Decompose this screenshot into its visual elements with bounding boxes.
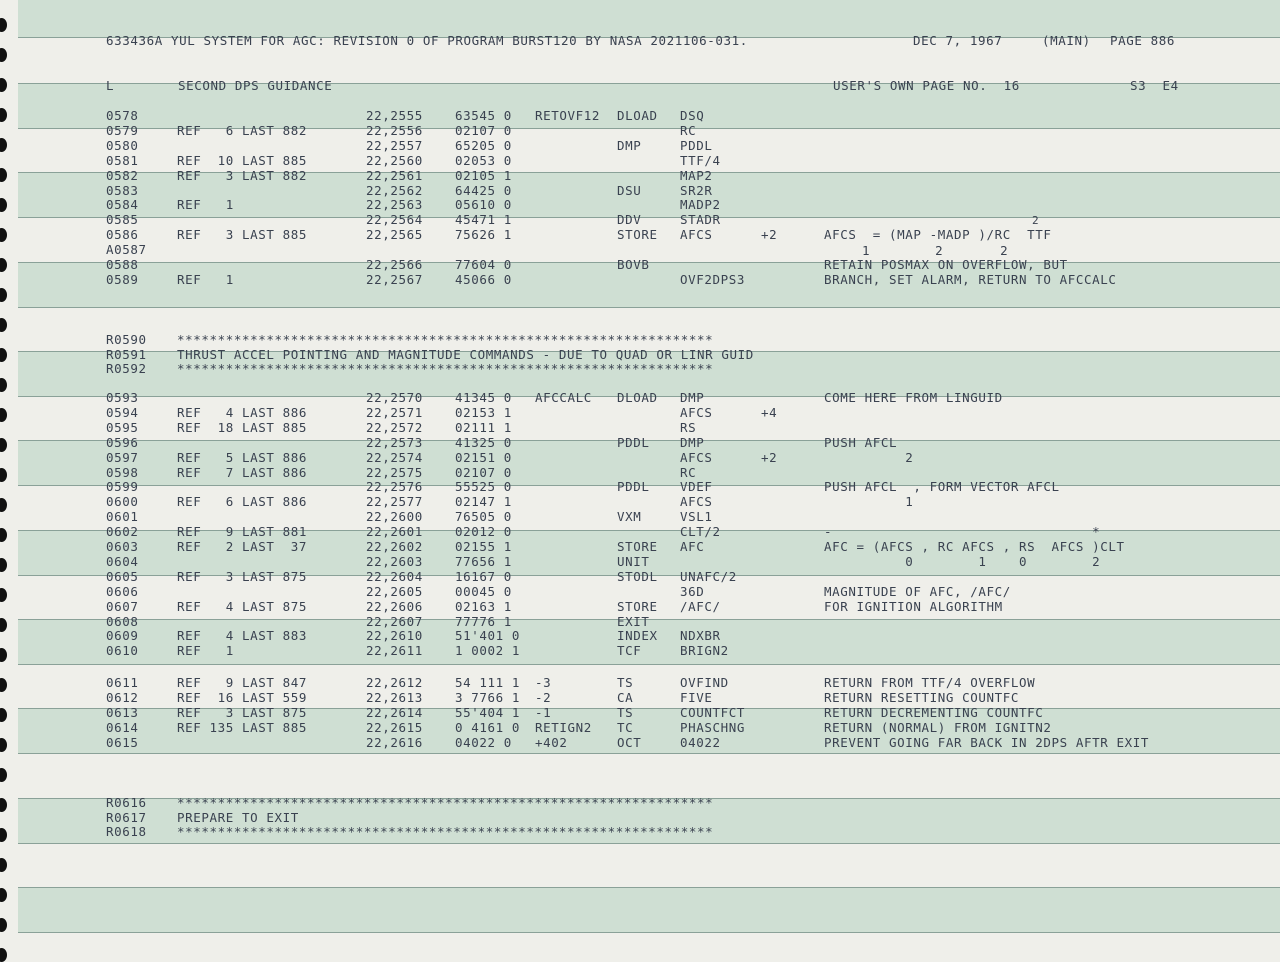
line-number: 0595 <box>106 419 139 435</box>
opcode: DLOAD <box>617 108 658 123</box>
octal-word: 41345 0 <box>455 390 512 405</box>
cross-reference: REF 135 LAST 885 <box>177 719 308 735</box>
address: 22,2600 <box>366 509 423 525</box>
operand: BRIGN2 <box>680 643 729 659</box>
operand: STADR <box>680 212 721 228</box>
cross-reference: REF 1 <box>177 197 234 213</box>
tractor-feed-holes <box>0 0 12 956</box>
line-number: 0611 <box>106 675 139 690</box>
feed-hole <box>0 228 7 242</box>
green-band <box>18 887 1280 932</box>
cross-reference: REF 1 <box>177 643 234 659</box>
opcode: STORE <box>617 598 658 614</box>
remark-line-number: R0591 <box>106 346 147 362</box>
octal-word: 02147 1 <box>455 494 512 510</box>
operand: OVFIND <box>680 675 729 690</box>
address: 22,2616 <box>366 734 423 750</box>
comment: PUSH AFCL <box>824 434 898 450</box>
operand-modifier: +2 <box>761 227 778 243</box>
feed-hole <box>0 618 7 632</box>
paper-rule <box>18 753 1280 754</box>
cross-reference: REF 6 LAST 886 <box>177 494 308 510</box>
line-number: 0602 <box>106 524 139 540</box>
line-number: 0583 <box>106 182 139 198</box>
line-number: 0596 <box>106 434 139 450</box>
operand: MADP2 <box>680 197 721 213</box>
octal-word: 02151 0 <box>455 449 512 465</box>
address: 22,2576 <box>366 479 423 495</box>
label: AFCCALC <box>535 390 592 405</box>
sheet-code: S3 E4 <box>1130 78 1179 93</box>
comment: RETURN (NORMAL) FROM IGNITN2 <box>824 719 1052 735</box>
listing-header-title: 633436A YUL SYSTEM FOR AGC: REVISION 0 OF PROGRAM BURST120 BY NASA 2021106-031. <box>106 33 748 48</box>
remark-text: ****************************************************************** <box>177 824 714 839</box>
users-page-number: USER'S OWN PAGE NO. 16 <box>833 78 1020 93</box>
opcode: STORE <box>617 227 658 243</box>
operand: NDXBR <box>680 628 721 644</box>
line-number: 0598 <box>106 464 139 480</box>
address: 22,2611 <box>366 643 423 659</box>
address: 22,2556 <box>366 122 423 138</box>
feed-hole <box>0 498 7 512</box>
opcode: EXIT <box>617 613 650 629</box>
address: 22,2573 <box>366 434 423 450</box>
address: 22,2564 <box>366 212 423 228</box>
line-number: 0581 <box>106 152 139 168</box>
cross-reference: REF 2 LAST 37 <box>177 539 308 554</box>
operand: AFCS <box>680 404 713 420</box>
address: 22,2610 <box>366 628 423 644</box>
feed-hole <box>0 198 7 212</box>
cross-reference: REF 18 LAST 885 <box>177 419 308 435</box>
feed-hole <box>0 858 7 872</box>
line-number: 0580 <box>106 137 139 153</box>
address: 22,2572 <box>366 419 423 435</box>
subscript-note: 1 2 2 <box>862 243 1009 258</box>
octal-word: 64425 0 <box>455 182 512 198</box>
line-number: 0600 <box>106 494 139 510</box>
feed-hole <box>0 528 7 542</box>
opcode: DLOAD <box>617 390 658 405</box>
feed-hole <box>0 288 7 302</box>
feed-hole <box>0 138 7 152</box>
paper-rule <box>18 217 1280 218</box>
address: 22,2571 <box>366 404 423 420</box>
page-subtitle: SECOND DPS GUIDANCE <box>178 78 333 93</box>
feed-hole <box>0 408 7 422</box>
operand: UNAFC/2 <box>680 568 737 584</box>
cross-reference: REF 3 LAST 875 <box>177 704 308 720</box>
address: 22,2570 <box>366 390 423 405</box>
opcode: INDEX <box>617 628 658 644</box>
address: 22,2555 <box>366 108 423 123</box>
address: 22,2602 <box>366 539 423 554</box>
address: 22,2606 <box>366 598 423 614</box>
feed-hole <box>0 108 7 122</box>
line-number: 0613 <box>106 704 139 720</box>
cross-reference: REF 5 LAST 886 <box>177 449 308 465</box>
operand-modifier: +2 <box>761 449 778 465</box>
opcode: TS <box>617 675 634 690</box>
opcode: VXM <box>617 509 642 525</box>
comment: BRANCH, SET ALARM, RETURN TO AFCCALC <box>824 271 1117 287</box>
cross-reference: REF 3 LAST 882 <box>177 167 308 183</box>
address: 22,2601 <box>366 524 423 540</box>
comment: AFCS = (MAP -MADP )/RC TTF <box>824 227 1052 243</box>
operand: RS <box>680 419 697 435</box>
feed-hole <box>0 708 7 722</box>
comment: - * <box>824 524 1101 540</box>
remark-text: ****************************************************************** <box>177 795 714 810</box>
operand: DMP <box>680 390 705 405</box>
comment: 2 <box>824 449 914 465</box>
line-number: 0601 <box>106 509 139 525</box>
octal-word: 02153 1 <box>455 404 512 420</box>
address: 22,2557 <box>366 137 423 153</box>
address: 22,2604 <box>366 568 423 584</box>
operand: VDEF <box>680 479 713 495</box>
cross-reference: REF 3 LAST 885 <box>177 227 308 243</box>
address: 22,2563 <box>366 197 423 213</box>
address: 22,2562 <box>366 182 423 198</box>
octal-word: 77656 1 <box>455 553 512 569</box>
address: 22,2565 <box>366 227 423 243</box>
octal-word: 1 0002 1 <box>455 643 521 659</box>
octal-word: 02012 0 <box>455 524 512 540</box>
paper-rule <box>18 664 1280 665</box>
octal-word: 76505 0 <box>455 509 512 525</box>
feed-hole <box>0 798 7 812</box>
operand: PDDL <box>680 137 713 153</box>
remark-line-number: R0590 <box>106 332 147 347</box>
comment: PREVENT GOING FAR BACK IN 2DPS AFTR EXIT <box>824 734 1150 750</box>
octal-word: 04022 0 <box>455 734 512 750</box>
line-number: 0607 <box>106 598 139 614</box>
address: 22,2607 <box>366 613 423 629</box>
octal-word: 41325 0 <box>455 434 512 450</box>
octal-word: 65205 0 <box>455 137 512 153</box>
green-band <box>18 0 1280 37</box>
paper-rule <box>18 932 1280 933</box>
paper-rule <box>18 843 1280 844</box>
operand-modifier: +4 <box>761 404 778 420</box>
opcode: DSU <box>617 182 642 198</box>
line-number: 0603 <box>106 539 139 554</box>
paper-rule <box>18 887 1280 888</box>
octal-word: 63545 0 <box>455 108 512 123</box>
octal-word: 55'404 1 <box>455 704 521 720</box>
feed-hole <box>0 588 7 602</box>
line-number: 0606 <box>106 583 139 599</box>
octal-word: 0 4161 0 <box>455 719 521 735</box>
octal-word: 00045 0 <box>455 583 512 599</box>
feed-hole <box>0 18 7 32</box>
feed-hole <box>0 378 7 392</box>
operand: 36D <box>680 583 705 599</box>
octal-word: 55525 0 <box>455 479 512 495</box>
label: RETOVF12 <box>535 108 601 123</box>
operand: /AFC/ <box>680 598 721 614</box>
opcode: UNIT <box>617 553 650 569</box>
feed-hole <box>0 738 7 752</box>
comment: MAGNITUDE OF AFC, /AFC/ <box>824 583 1011 599</box>
address: 22,2575 <box>366 464 423 480</box>
operand: AFCS <box>680 227 713 243</box>
feed-hole <box>0 438 7 452</box>
line-number: 0589 <box>106 271 139 287</box>
address: 22,2615 <box>366 719 423 735</box>
comment: RETURN DECREMENTING COUNTFC <box>824 704 1044 720</box>
opcode: CA <box>617 689 634 705</box>
octal-word: 02105 1 <box>455 167 512 183</box>
feed-hole <box>0 918 7 932</box>
cross-reference: REF 9 LAST 847 <box>177 675 308 690</box>
line-number: 0609 <box>106 628 139 644</box>
remark-line-number: R0618 <box>106 824 147 839</box>
address: 22,2613 <box>366 689 423 705</box>
opcode: STODL <box>617 568 658 584</box>
feed-hole <box>0 888 7 902</box>
opcode: TCF <box>617 643 642 659</box>
octal-word: 16167 0 <box>455 568 512 584</box>
address: 22,2567 <box>366 271 423 287</box>
operand: MAP2 <box>680 167 713 183</box>
operand: DMP <box>680 434 705 450</box>
octal-word: 3 7766 1 <box>455 689 521 705</box>
cross-reference: REF 1 <box>177 271 234 287</box>
label: -3 <box>535 675 552 690</box>
label: +402 <box>535 734 568 750</box>
operand: TTF/4 <box>680 152 721 168</box>
octal-word: 05610 0 <box>455 197 512 213</box>
cross-reference: REF 4 LAST 886 <box>177 404 308 420</box>
label: -2 <box>535 689 552 705</box>
octal-word: 77776 1 <box>455 613 512 629</box>
operand: DSQ <box>680 108 705 123</box>
comment: 0 1 0 2 <box>824 553 1101 569</box>
line-number: 0578 <box>106 108 139 123</box>
address: 22,2603 <box>366 553 423 569</box>
feed-hole <box>0 558 7 572</box>
opcode: STORE <box>617 539 658 554</box>
octal-word: 02107 0 <box>455 122 512 138</box>
operand: CLT/2 <box>680 524 721 540</box>
operand: FIVE <box>680 689 713 705</box>
feed-hole <box>0 78 7 92</box>
feed-hole <box>0 768 7 782</box>
operand: AFC <box>680 539 705 554</box>
operand: VSL1 <box>680 509 713 525</box>
remark-text: PREPARE TO EXIT <box>177 809 299 825</box>
opcode: PDDL <box>617 479 650 495</box>
line-number: A0587 <box>106 242 147 258</box>
feed-hole <box>0 258 7 272</box>
remark-text: ****************************************************************** <box>177 332 714 347</box>
feed-hole <box>0 828 7 842</box>
feed-hole <box>0 348 7 362</box>
opcode: DMP <box>617 137 642 153</box>
feed-hole <box>0 648 7 662</box>
superscript-note: 2 <box>1032 214 1040 227</box>
opcode: BOVB <box>617 257 650 272</box>
cross-reference: REF 3 LAST 875 <box>177 568 308 584</box>
line-number: 0612 <box>106 689 139 705</box>
remark-line-number: R0617 <box>106 809 147 825</box>
line-number: 0608 <box>106 613 139 629</box>
operand: COUNTFCT <box>680 704 746 720</box>
listing-date: DEC 7, 1967 <box>913 33 1003 48</box>
octal-word: 02107 0 <box>455 464 512 480</box>
line-number: 0610 <box>106 643 139 659</box>
octal-word: 77604 0 <box>455 257 512 272</box>
label: RETIGN2 <box>535 719 592 735</box>
cross-reference: REF 7 LAST 886 <box>177 464 308 480</box>
operand: RC <box>680 122 697 138</box>
octal-word: 75626 1 <box>455 227 512 243</box>
cross-reference: REF 4 LAST 883 <box>177 628 308 644</box>
operand: SR2R <box>680 182 713 198</box>
line-number: 0599 <box>106 479 139 495</box>
remark-text: ****************************************************************** <box>177 361 714 376</box>
operand: PHASCHNG <box>680 719 746 735</box>
feed-hole <box>0 48 7 62</box>
line-number: 0588 <box>106 257 139 272</box>
opcode: DDV <box>617 212 642 228</box>
line-number: 0593 <box>106 390 139 405</box>
label: -1 <box>535 704 552 720</box>
line-number: 0582 <box>106 167 139 183</box>
octal-word: 02053 0 <box>455 152 512 168</box>
remark-text: THRUST ACCEL POINTING AND MAGNITUDE COMMANDS - DUE TO QUAD OR LINR GUID <box>177 346 754 362</box>
line-number: 0585 <box>106 212 139 228</box>
comment: PUSH AFCL , FORM VECTOR AFCL <box>824 479 1060 495</box>
feed-hole <box>0 318 7 332</box>
operand: OVF2DPS3 <box>680 271 746 287</box>
address: 22,2614 <box>366 704 423 720</box>
line-number: 0594 <box>106 404 139 420</box>
comment: RETURN RESETTING COUNTFC <box>824 689 1020 705</box>
address: 22,2612 <box>366 675 423 690</box>
line-number: 0597 <box>106 449 139 465</box>
octal-word: 45066 0 <box>455 271 512 287</box>
operand: AFCS <box>680 449 713 465</box>
address: 22,2561 <box>366 167 423 183</box>
remark-line-number: R0616 <box>106 795 147 810</box>
octal-word: 02163 1 <box>455 598 512 614</box>
opcode: TC <box>617 719 634 735</box>
feed-hole <box>0 948 7 962</box>
listing-section: (MAIN) <box>1042 33 1091 48</box>
line-number: 0586 <box>106 227 139 243</box>
line-number: 0605 <box>106 568 139 584</box>
feed-hole <box>0 168 7 182</box>
cross-reference: REF 4 LAST 875 <box>177 598 308 614</box>
cross-reference: REF 10 LAST 885 <box>177 152 308 168</box>
line-number: 0615 <box>106 734 139 750</box>
comment: RETURN FROM TTF/4 OVERFLOW <box>824 675 1036 690</box>
octal-word: 45471 1 <box>455 212 512 228</box>
operand: AFCS <box>680 494 713 510</box>
paper-rule <box>18 307 1280 308</box>
operand: 04022 <box>680 734 721 750</box>
octal-word: 54 111 1 <box>455 675 521 690</box>
opcode: TS <box>617 704 634 720</box>
address: 22,2577 <box>366 494 423 510</box>
listing-page-number: PAGE 886 <box>1110 33 1176 48</box>
opcode: PDDL <box>617 434 650 450</box>
opcode: OCT <box>617 734 642 750</box>
line-number: 0604 <box>106 553 139 569</box>
cross-reference: REF 16 LAST 559 <box>177 689 308 705</box>
page-marker: L <box>106 78 115 93</box>
comment: FOR IGNITION ALGORITHM <box>824 598 1003 614</box>
line-number: 0579 <box>106 122 139 138</box>
address: 22,2574 <box>366 449 423 465</box>
address: 22,2605 <box>366 583 423 599</box>
operand: RC <box>680 464 697 480</box>
address: 22,2566 <box>366 257 423 272</box>
remark-line-number: R0592 <box>106 361 147 376</box>
comment: 1 <box>824 494 914 510</box>
line-number: 0614 <box>106 719 139 735</box>
feed-hole <box>0 678 7 692</box>
comment: RETAIN POSMAX ON OVERFLOW, BUT <box>824 257 1068 272</box>
address: 22,2560 <box>366 152 423 168</box>
octal-word: 02111 1 <box>455 419 512 435</box>
feed-hole <box>0 468 7 482</box>
cross-reference: REF 6 LAST 882 <box>177 122 308 138</box>
cross-reference: REF 9 LAST 881 <box>177 524 308 540</box>
octal-word: 02155 1 <box>455 539 512 554</box>
line-number: 0584 <box>106 197 139 213</box>
comment: COME HERE FROM LINGUID <box>824 390 1003 405</box>
octal-word: 51'401 0 <box>455 628 521 644</box>
comment: AFC = (AFCS , RC AFCS , RS AFCS )CLT <box>824 539 1125 554</box>
